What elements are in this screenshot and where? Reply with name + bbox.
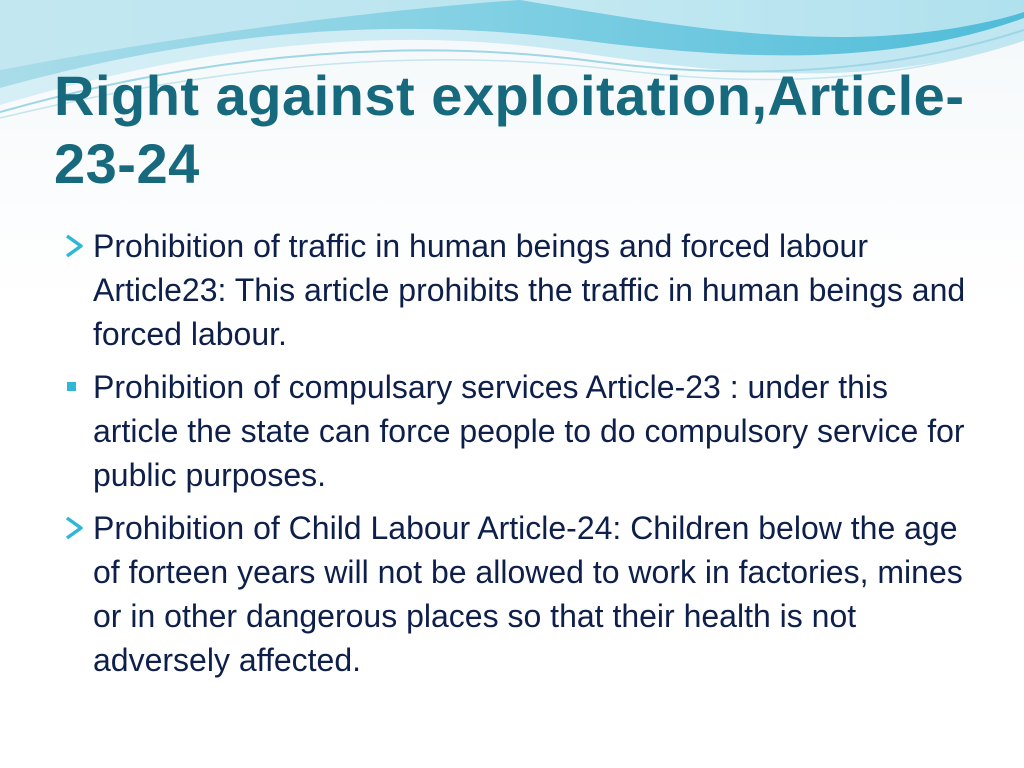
bullet-text: Prohibition of Child Labour Article-24: Children below the age of forteen years will not be allowed to work in factories, mines or in other dangerous places so that their health is not adversely affected. [93,510,963,678]
bullet-list [62,224,982,691]
arrow-bullet-icon [62,224,88,268]
slide-title: Right against exploitation,Article-23-24 [54,64,965,195]
square-bullet-icon [62,365,88,409]
bullet-item-child-labour [62,506,982,682]
bullet-text: Prohibition of traffic in human beings and forced labour Article23: This article prohibits the traffic in human beings and forced labour. [93,228,966,352]
bullet-item-compulsory-service [62,365,982,497]
bullet-item-traffic [62,224,982,356]
arrow-bullet-icon [62,506,88,550]
bullet-text: Prohibition of compulsary services Article-23 : under this article the state can force people to do compulsory service for public purposes. [93,369,965,493]
